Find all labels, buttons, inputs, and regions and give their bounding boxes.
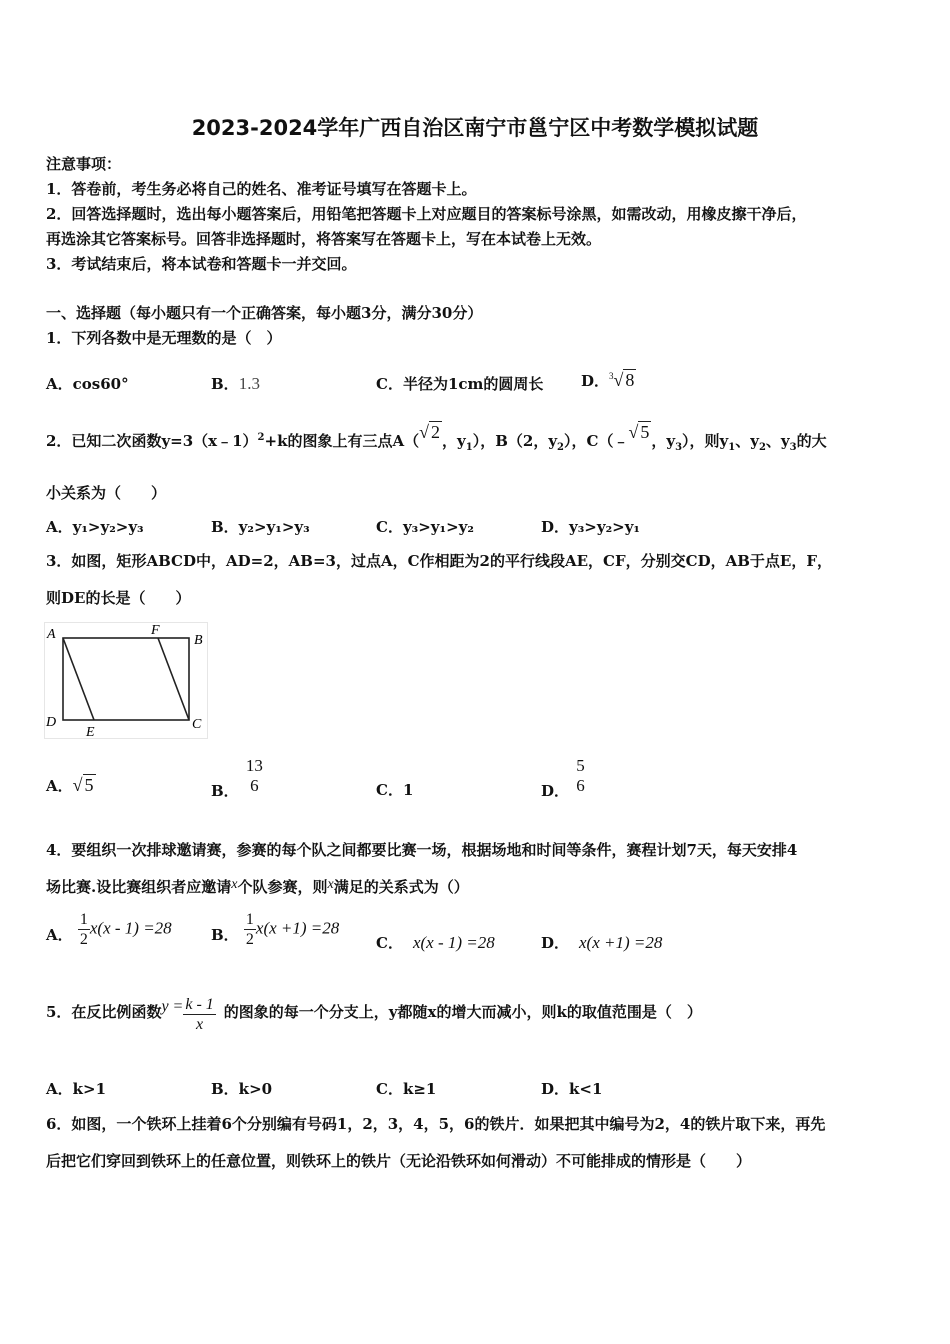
q2-radicand-1: 2 bbox=[431, 422, 441, 442]
q3-label-e: E bbox=[86, 725, 95, 740]
q2-sub-3: 3 bbox=[675, 442, 683, 453]
q4-var-x-2: x bbox=[327, 877, 334, 892]
q3-c-text: 1 bbox=[402, 781, 414, 799]
q4-option-d bbox=[541, 932, 662, 953]
q3-label-d: D bbox=[46, 715, 57, 730]
q2-text-4: ），B（2，y bbox=[472, 432, 558, 450]
notice-item-1: 1．答卷前，考生务必将自己的姓名、准考证号填写在答题卡上。 bbox=[46, 180, 477, 198]
q5-stem bbox=[46, 995, 702, 1034]
q5-option-b: B．k>0 bbox=[211, 1080, 273, 1098]
q3-b-label: B． bbox=[211, 782, 239, 801]
q3-stem-line1: 3．如图，矩形ABCD中，AD=2，AB=3，过点A，C作相距为2的平行线段AE，CF，分别交CD，AB于点E，F， bbox=[46, 552, 832, 570]
q3-a-sqrt: √ 5 bbox=[72, 775, 94, 795]
q5-text-post: 的图象的每一个分支上，y都随x的增大而减小，则k的取值范围是（ ） bbox=[223, 1002, 702, 1021]
q2-sqrt-2: √ 2 bbox=[419, 422, 441, 442]
q3-a-label: A． bbox=[46, 777, 73, 795]
q4-b-half-num: 1 bbox=[244, 910, 256, 930]
q2-text-10: 的大 bbox=[796, 432, 827, 450]
q4-stem-line2 bbox=[46, 876, 469, 897]
q4-b-half bbox=[244, 910, 256, 949]
q5-y-eq: y = bbox=[161, 997, 184, 1015]
q5-option-c: C．k≥1 bbox=[376, 1080, 437, 1098]
q3-segment-ae bbox=[63, 638, 94, 720]
q1-b-text: 1.3 bbox=[238, 374, 260, 393]
q3-segment-cf bbox=[158, 638, 189, 720]
q1-stem: 1．下列各数中是无理数的是（ ） bbox=[46, 329, 282, 347]
notice-heading: 注意事项： bbox=[46, 155, 122, 173]
q5-denominator: x bbox=[196, 1016, 204, 1034]
q3-d-denominator: 6 bbox=[576, 776, 585, 796]
q5-option-d: D．k<1 bbox=[541, 1080, 603, 1098]
q1-b-label: B． bbox=[211, 375, 239, 393]
q2-option-c: C．y₃>y₁>y₂ bbox=[376, 518, 474, 536]
q4-b-label: B． bbox=[211, 925, 239, 944]
q4-a-half-den: 2 bbox=[79, 931, 88, 949]
q4-c-expr: x(x - 1) =28 bbox=[412, 933, 495, 952]
q2-text-5: ），C（﹣ bbox=[564, 432, 629, 450]
q6-stem-line2: 后把它们穿回到铁环上的任意位置，则铁环上的铁片（无论沿铁环如何滑动）不可能排成的情形是（ ） bbox=[46, 1152, 752, 1170]
q2-sqrt-5: √ 5 bbox=[628, 422, 650, 442]
q3-figure-border bbox=[45, 623, 208, 739]
q3-option-a bbox=[46, 775, 96, 796]
q3-rectangle-figure bbox=[44, 622, 209, 740]
q3-d-numerator: 5 bbox=[576, 756, 585, 775]
q6-stem-line1: 6．如图，一个铁环上挂着6个分别编有号码1，2，3，4，5，6的铁片．如果把其中编号为2，4的铁片取下来，再先 bbox=[46, 1115, 826, 1133]
q2-sub-1: 1 bbox=[465, 442, 473, 453]
q2-text-1: 2．已知二次函数y=3（x﹣1） bbox=[46, 432, 258, 450]
q2-text-7: ），则y bbox=[682, 432, 729, 450]
q1-d-radicand: 8 bbox=[625, 370, 635, 390]
q2-text-9: 、y bbox=[765, 432, 790, 450]
q1-c-text: 半径为1cm的圆周长 bbox=[402, 375, 544, 393]
q1-option-c bbox=[376, 373, 543, 394]
section-heading: 一、选择题（每小题只有一个正确答案，每小题3分，满分30分） bbox=[46, 304, 483, 322]
q3-b-numerator: 13 bbox=[245, 756, 263, 775]
q1-d-label: D． bbox=[581, 372, 610, 390]
q4-stem-line1: 4．要组织一次排球邀请赛，参赛的每个队之间都要比赛一场，根据场地和时间等条件，赛程计划7天，每天安排4 bbox=[46, 841, 798, 859]
q3-label-a: A bbox=[47, 627, 56, 642]
q1-d-index: 3 bbox=[609, 371, 614, 381]
q4-option-c bbox=[376, 932, 495, 953]
q4-option-b bbox=[211, 910, 339, 949]
q4-text-c: 满足的关系式为（） bbox=[333, 878, 469, 896]
q2-radicand-2: 5 bbox=[640, 422, 650, 442]
q1-a-text: cos60° bbox=[72, 375, 129, 393]
notice-item-2: 2．回答选择题时，选出每小题答案后，用铅笔把答题卡上对应题目的答案标号涂黑，如需改动，用橡皮擦干净后， bbox=[46, 205, 807, 223]
q3-rect-abcd bbox=[63, 638, 189, 720]
q5-text-pre: 5．在反比例函数 bbox=[46, 1002, 162, 1021]
q4-text-a: 场比赛.设比赛组织者应邀请 bbox=[46, 878, 232, 896]
q3-b-denominator: 6 bbox=[250, 776, 259, 796]
q4-a-label: A． bbox=[46, 925, 73, 944]
q2-stem bbox=[46, 422, 827, 453]
q5-numerator: k - 1 bbox=[183, 995, 215, 1015]
q2-text-8: 、y bbox=[735, 432, 759, 450]
q2-stem-line2: 小关系为（ ） bbox=[46, 484, 167, 502]
q3-a-radicand: 5 bbox=[84, 775, 94, 795]
q1-d-cube-root: $^3$√ 8 bbox=[609, 370, 635, 390]
q4-option-a bbox=[46, 910, 172, 949]
q4-var-x-1: x bbox=[231, 877, 238, 892]
q2-sub-2: 2 bbox=[557, 442, 565, 453]
notice-item-2-cont: 再选涂其它答案标号。回答非选择题时，将答案写在答题卡上，写在本试卷上无效。 bbox=[46, 230, 602, 248]
q1-option-a bbox=[46, 373, 129, 394]
q1-a-label: A． bbox=[46, 375, 73, 393]
q3-label-f: F bbox=[151, 623, 160, 638]
q5-option-a: A．k>1 bbox=[46, 1080, 107, 1098]
q4-c-label: C． bbox=[376, 934, 403, 952]
q2-text-3: ，y bbox=[442, 432, 466, 450]
q1-option-d bbox=[581, 370, 636, 391]
q4-a-expr: x(x - 1) =28 bbox=[89, 918, 172, 938]
q2-sub-5: 2 bbox=[758, 442, 766, 453]
q2-option-a: A．y₁>y₂>y₃ bbox=[46, 518, 144, 536]
q4-b-half-den: 2 bbox=[245, 931, 254, 949]
q1-c-label: C． bbox=[376, 375, 403, 393]
q2-sub-6: 3 bbox=[789, 442, 797, 453]
q2-option-b: B．y₂>y₁>y₃ bbox=[211, 518, 310, 536]
page-title: 2023-2024学年广西自治区南宁市邕宁区中考数学模拟试题 bbox=[191, 116, 759, 140]
q2-text-6: ，y bbox=[651, 432, 676, 450]
q5-fraction bbox=[183, 995, 215, 1034]
q3-option-b bbox=[211, 756, 265, 801]
q4-d-expr: x(x +1) =28 bbox=[579, 933, 663, 952]
q2-sub-4: 1 bbox=[728, 442, 736, 453]
q3-d-label: D． bbox=[541, 782, 570, 801]
notice-item-3: 3．考试结束后，将本试卷和答题卡一并交回。 bbox=[46, 255, 357, 273]
q3-b-fraction bbox=[244, 756, 265, 797]
q3-label-c: C bbox=[192, 717, 202, 732]
q3-option-c bbox=[376, 779, 413, 800]
q2-text-2: +k的图象上有三点A（ bbox=[264, 432, 420, 450]
q3-c-label: C． bbox=[376, 781, 403, 799]
q3-d-fraction bbox=[574, 756, 587, 797]
q4-b-expr: x(x +1) =28 bbox=[255, 918, 340, 938]
q4-text-b: 个队参赛，则 bbox=[237, 878, 328, 896]
q2-sup: 2 bbox=[257, 432, 265, 443]
q4-a-half bbox=[78, 910, 90, 949]
q3-stem-line2: 则DE的长是（ ） bbox=[46, 589, 191, 607]
q1-option-b bbox=[211, 373, 260, 394]
q4-a-half-num: 1 bbox=[78, 910, 90, 930]
q3-label-b: B bbox=[194, 633, 203, 648]
q3-option-d bbox=[541, 756, 587, 801]
q2-option-d: D．y₃>y₂>y₁ bbox=[541, 518, 641, 536]
q4-d-label: D． bbox=[541, 934, 570, 952]
